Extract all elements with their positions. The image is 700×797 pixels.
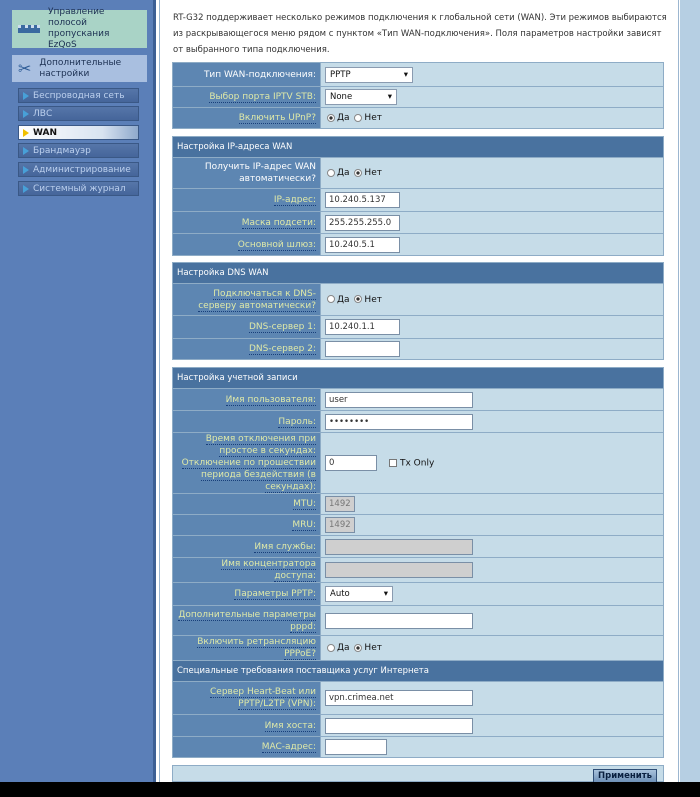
mru-label: MRU: [292,520,316,530]
section-header: Настройка DNS WAN [173,263,664,284]
mtu-label: MTU: [293,499,316,509]
sidebar-item-wan[interactable]: WAN [18,125,139,140]
relay-yes-radio[interactable] [327,644,335,652]
idle-time-label: Время отключения при простое в секундах: Отключение по прошествии периода бездействия (в секундах): [181,434,316,492]
pptp-options-select[interactable]: Auto ▾ [325,586,393,602]
mru-input[interactable]: 1492 [325,517,355,533]
mask-input[interactable]: 255.255.255.0 [325,215,400,231]
sidebar-item-syslog[interactable]: Системный журнал [18,181,139,196]
arrow-icon [23,166,29,174]
right-panel [680,0,700,782]
iptv-select[interactable]: None ▾ [325,89,397,105]
router-icon [18,25,40,33]
password-input[interactable]: •••••••• [325,414,473,430]
username-label: Имя пользователя: [225,394,316,405]
sidebar-item-lan[interactable]: ЛВС [18,106,139,121]
dns-auto-no-radio[interactable] [354,295,362,303]
dropdown-arrow-icon: ▾ [383,589,388,599]
section-header: Настройка IP-адреса WAN [173,137,664,158]
gateway-input[interactable]: 10.240.5.1 [325,237,400,253]
general-section: Тип WAN-подключения: PPTP ▾ Выбор порта IPTV STB: None ▾ Включить UPnP? Да Нет [172,62,664,129]
apply-area [172,765,664,782]
arrow-icon [23,110,29,118]
dns-auto-yes-radio[interactable] [327,295,335,303]
sidebar-item-wireless[interactable]: Беспроводная сеть [18,88,139,103]
apply-button[interactable]: Применить [593,769,657,783]
dropdown-arrow-icon: ▾ [403,69,408,80]
sidebar [0,0,156,782]
dns1-input[interactable]: 10.240.1.1 [325,319,400,335]
mac-label: MAC-адрес: [261,742,316,752]
ip-section: Настройка IP-адреса WAN Получить IP-адрес WAN автоматически? Да Нет IP-адрес: 10.240.5.137 Маска подсети: 255.255.255.0 Основной шлюз: 10.240.5.1 [172,136,664,256]
password-label: Пароль: [278,416,316,427]
wan-type-label: Тип WAN-подключения: [173,63,321,87]
pppd-label: Дополнительные параметры pppd: [178,609,316,632]
advanced-settings-menu[interactable]: ✂ Дополнительные настройки [12,55,147,82]
relay-no-radio[interactable] [354,644,362,652]
taskbar [0,782,700,797]
mask-label: Маска подсети: [241,217,316,228]
upnp-yes-radio[interactable] [327,114,335,122]
gateway-label: Основной шлюз: [237,239,316,250]
arrow-icon [23,129,29,137]
dns2-input[interactable] [325,341,400,357]
arrow-icon [23,185,29,193]
tx-only-checkbox[interactable] [389,459,397,467]
wan-type-select[interactable]: PPTP ▾ [325,67,413,83]
dns-section: Настройка DNS WAN Подключаться к DNS-серверу автоматически? Да Нет DNS-сервер 1: 10.240.1.1 DNS-сервер 2: [172,262,664,360]
service-name-label: Имя службы: [254,541,316,552]
ezqos-menu[interactable]: Управление полосой пропускания EzQoS [12,10,147,48]
dns1-label: DNS-сервер 1: [249,322,316,332]
heartbeat-label: Сервер Heart-Beat или PPTP/L2TP (VPN): [210,687,316,709]
pptp-options-label: Параметры PPTP: [234,589,316,599]
mtu-input[interactable]: 1492 [325,496,355,512]
intro-text: RT-G32 поддерживает несколько режимов подключения к глобальной сети (WAN). Эти режимов выбираются из раскрывающегося меню рядом с пунктом «Тип WAN-подключения». Поля параметров настройки зависят от выбранного типа подключения. [173,13,667,55]
tools-icon: ✂ [18,59,32,78]
dns2-label: DNS-сервер 2: [249,344,316,354]
isp-section [172,660,664,758]
upnp-label: Включить UPnP? [238,113,316,123]
ac-name-label: Имя концентратора доступа: [221,559,316,581]
hostname-input[interactable] [325,718,473,734]
ip-auto-label: Получить IP-адрес WAN автоматически? [173,158,321,189]
pppd-input[interactable] [325,613,473,629]
username-input[interactable]: user [325,392,473,408]
ip-input[interactable]: 10.240.5.137 [325,192,400,208]
sidebar-item-administration[interactable]: Администрирование [18,162,139,177]
iptv-label: Выбор порта IPTV STB: [209,92,316,102]
dns-auto-label: Подключаться к DNS-серверу автоматически? [198,288,316,311]
section-header: Специальные требования поставщика услуг Интернета [173,661,664,682]
hostname-label: Имя хоста: [264,720,316,731]
idle-time-input[interactable]: 0 [325,455,377,471]
service-name-input[interactable] [325,539,473,555]
section-header: Настройка учетной записи [173,368,664,389]
ip-label: IP-адрес: [273,195,316,205]
upnp-no-radio[interactable] [354,114,362,122]
ip-auto-no-radio[interactable] [354,169,362,177]
heartbeat-input[interactable]: vpn.crimea.net [325,690,473,706]
mac-input[interactable] [325,739,387,755]
arrow-icon [23,92,29,100]
arrow-icon [23,147,29,155]
ac-name-input[interactable] [325,562,473,578]
main-content [159,0,679,782]
dropdown-arrow-icon: ▾ [387,92,392,102]
account-section: Настройка учетной записи Имя пользователя: user Пароль: •••••••• Время отключения при простое в секундах: Отключение по прошествии периода бездействия (в секундах): 0 Tx Only MTU: 1492 MRU: 1492 Имя службы: Имя концентратора доступа: Параметры PPTP: Auto ▾ Дополнительные параметры pppd: Включить ретрансляцию PPPoE? Да Нет [172,367,664,661]
ip-auto-yes-radio[interactable] [327,169,335,177]
sidebar-item-firewall[interactable]: Брандмауэр [18,143,139,158]
pppoe-relay-label: Включить ретрансляцию PPPoE? [197,637,316,659]
